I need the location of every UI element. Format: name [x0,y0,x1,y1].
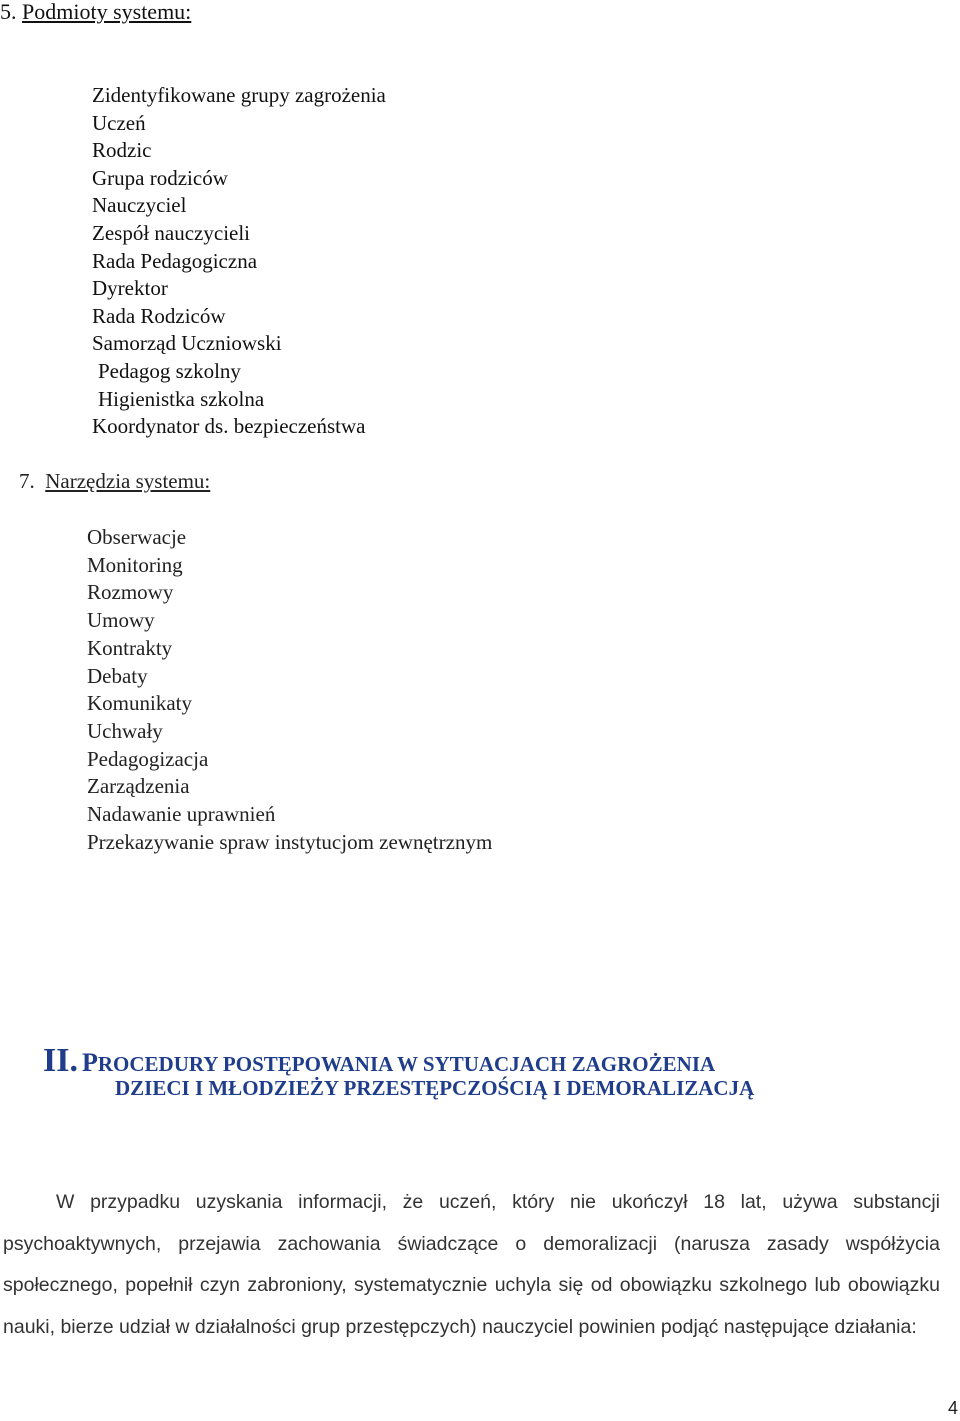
list-item: Pedagog szkolny [98,358,241,383]
chapter-roman-numeral: II. [43,1042,78,1079]
list-item: Uczeń [92,110,146,135]
tools-list [87,524,492,856]
section-7-title: Narzędzia systemu: [45,469,211,493]
list-item: Zespół nauczycieli [92,220,251,245]
list-item: Rozmowy [87,580,174,605]
chapter-title-initial: P [81,1048,98,1077]
list-item: Uchwały [87,718,163,743]
chapter-title-line1: ROCEDURY POSTĘPOWANIA W SYTUACJACH ZAGROŻENIA [97,1052,716,1076]
list-item: Umowy [87,608,155,633]
section-5-title: Podmioty systemu: [22,0,192,24]
list-item: Rada Rodziców [92,303,226,328]
list-item: Kontrakty [87,635,173,660]
list-item: Zarządzenia [87,774,190,799]
body-paragraph: W przypadku uzyskania informacji, że uczeń, który nie ukończył 18 lat, używa substancji psychoaktywnych, przejawia zachowania świadczące o demoralizacji (narusza zasady współżycia społecznego, popełnił czyn zabroniony, systematycznie uchyla się od obowiązku szkolnego lub obowiązku nauki, bierze udział w działalności grup przestępczych) nauczyciel powinien podjąć następujące działania: [3,1191,940,1338]
list-item: Komunikaty [87,691,192,716]
chapter-title [43,1042,715,1080]
section-7-heading [19,468,210,494]
list-item: Koordynator ds. bezpieczeństwa [92,414,366,439]
page-number: 4 [947,1398,958,1418]
list-item: Dyrektor [92,276,168,301]
list-item: Nadawanie uprawnień [87,802,276,827]
list-item: Pedagogizacja [87,746,209,771]
list-item: Przekazywanie spraw instytucjom zewnętrznym [87,829,493,854]
chapter-title-line2: DZIECI I MŁODZIEŻY PRZESTĘPCZOŚCIĄ I DEMORALIZACJĄ [115,1076,755,1100]
section-5-heading [0,0,191,24]
list-item: Debaty [87,663,148,688]
list-item: Nauczyciel [92,193,187,218]
list-item: Grupa rodziców [92,165,228,190]
list-item: Samorząd Uczniowski [92,331,282,356]
section-5-number: 5. [0,0,17,24]
section-7-number: 7. [19,469,35,493]
list-item: Monitoring [87,552,183,577]
list-item: Zidentyfikowane grupy zagrożenia [92,83,386,107]
list-item: Obserwacje [87,525,187,549]
subjects-list [92,82,386,441]
list-item: Rodzic [92,138,152,163]
list-item: Rada Pedagogiczna [92,248,258,273]
list-item: Higienistka szkolna [98,386,265,411]
